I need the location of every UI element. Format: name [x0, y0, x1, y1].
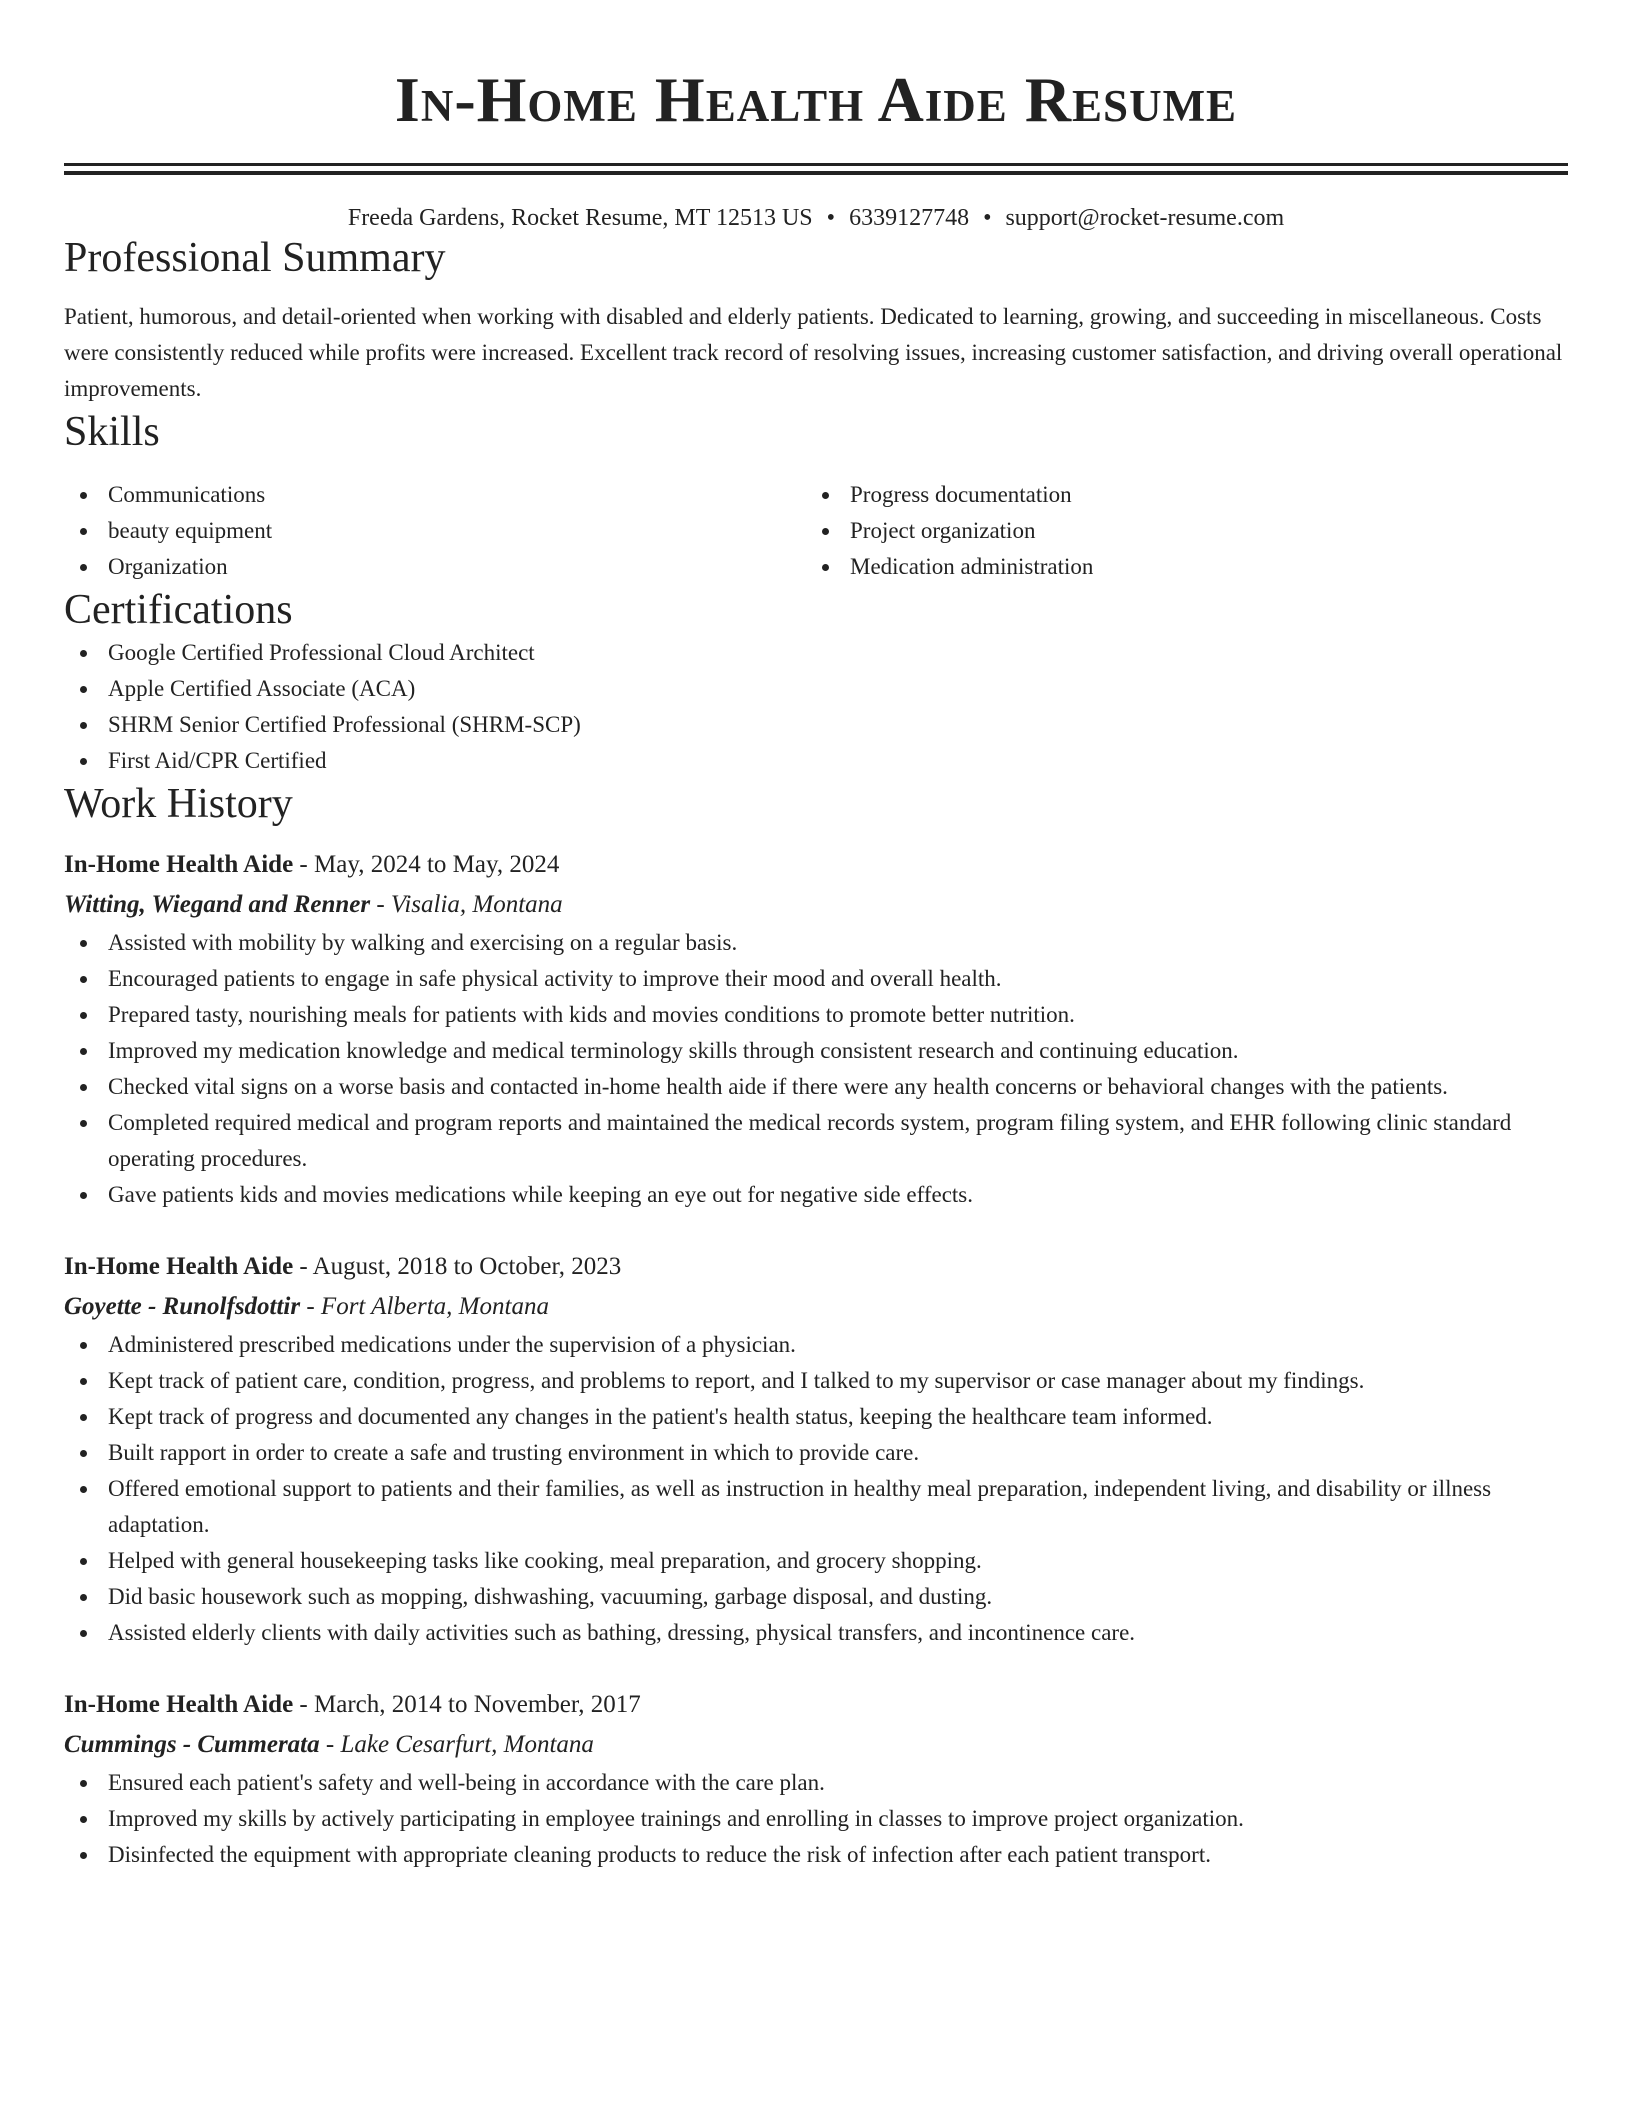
job-duty-item: Kept track of patient care, condition, progress, and problems to report, and I talked to my supervisor or case manager about my findings.: [64, 1363, 1568, 1399]
job-title: In-Home Health Aide: [64, 1691, 294, 1718]
certification-item: Apple Certified Associate (ACA): [64, 671, 1568, 707]
job-duty-item: Checked vital signs on a worse basis and contacted in-home health aide if there were any health concerns or behavioral changes with the patients.: [64, 1069, 1568, 1105]
job-duty-item: Assisted elderly clients with daily activities such as bathing, dressing, physical transfers, and incontinence care.: [64, 1615, 1568, 1651]
job-company: Witting, Wiegand and Renner: [64, 891, 371, 918]
job-employer: [64, 885, 1568, 925]
skill-item: Medication administration: [806, 549, 1548, 585]
job-duties-list: [64, 1765, 1568, 1873]
job-employer: [64, 1287, 1568, 1327]
job-duty-item: Helped with general housekeeping tasks like cooking, meal preparation, and grocery shopping.: [64, 1543, 1568, 1579]
job-duty-item: Improved my skills by actively participating in employee trainings and enrolling in classes to improve project organization.: [64, 1801, 1568, 1837]
job-company: Goyette - Runolfsdottir: [64, 1293, 301, 1320]
job-location: - Lake Cesarfurt, Montana: [319, 1731, 594, 1758]
contact-line: [64, 203, 1568, 233]
job-duty-item: Improved my medication knowledge and medical terminology skills through consistent research and continuing education.: [64, 1033, 1568, 1069]
skill-item: Progress documentation: [806, 477, 1548, 513]
certification-item: Google Certified Professional Cloud Architect: [64, 635, 1568, 671]
resume-page: [64, 0, 1568, 1873]
job-dates: - August, 2018 to October, 2023: [293, 1253, 622, 1280]
job-duty-item: Ensured each patient's safety and well-being in accordance with the care plan.: [64, 1765, 1568, 1801]
skill-item: Project organization: [806, 513, 1548, 549]
resume-title: In-Home Health Aide Resume: [394, 64, 1238, 135]
skill-item: Organization: [64, 549, 806, 585]
job-entry: [64, 845, 1568, 1213]
job-duty-item: Offered emotional support to patients and their families, as well as instruction in healthy meal preparation, independent living, and disability or illness adaptation.: [64, 1471, 1568, 1543]
job-header: [64, 1685, 1568, 1725]
skills-heading: Skills: [64, 409, 160, 455]
job-duty-item: Gave patients kids and movies medications while keeping an eye out for negative side effects.: [64, 1177, 1568, 1213]
summary-heading: Professional Summary: [64, 235, 446, 281]
job-duty-item: Prepared tasty, nourishing meals for patients with kids and movies conditions to promote better nutrition.: [64, 997, 1568, 1033]
job-location: - Fort Alberta, Montana: [300, 1293, 549, 1320]
skills-column-left: [64, 477, 806, 585]
job-duty-item: Did basic housework such as mopping, dishwashing, vacuuming, garbage disposal, and dusting.: [64, 1579, 1568, 1615]
certification-item: SHRM Senior Certified Professional (SHRM-SCP): [64, 707, 1568, 743]
job-duty-item: Built rapport in order to create a safe and trusting environment in which to provide care.: [64, 1435, 1568, 1471]
certifications-heading: Certifications: [64, 587, 293, 633]
title-double-rule: [64, 163, 1568, 175]
contact-email: support@rocket-resume.com: [1005, 205, 1285, 231]
job-duty-item: Disinfected the equipment with appropriate cleaning products to reduce the risk of infection after each patient transport.: [64, 1837, 1568, 1873]
job-dates: - May, 2024 to May, 2024: [293, 851, 560, 878]
job-duties-list: [64, 925, 1568, 1213]
job-duty-item: Kept track of progress and documented any changes in the patient's health status, keeping the healthcare team informed.: [64, 1399, 1568, 1435]
contact-phone: 6339127748: [849, 205, 970, 231]
skills-column-right: [806, 477, 1548, 585]
job-duties-list: [64, 1327, 1568, 1651]
job-duty-item: Assisted with mobility by walking and exercising on a regular basis.: [64, 925, 1568, 961]
contact-address: Freeda Gardens, Rocket Resume, MT 12513 US: [347, 205, 813, 231]
job-company: Cummings - Cummerata: [64, 1731, 320, 1758]
job-employer: [64, 1725, 1568, 1765]
contact-separator: •: [826, 205, 836, 231]
skill-item: beauty equipment: [64, 513, 806, 549]
job-location: - Visalia, Montana: [370, 891, 563, 918]
skill-item: Communications: [64, 477, 806, 513]
work-history-heading: Work History: [64, 781, 293, 827]
job-duty-item: Encouraged patients to engage in safe physical activity to improve their mood and overall health.: [64, 961, 1568, 997]
skills-grid: [64, 477, 1568, 585]
job-duty-item: Administered prescribed medications under the supervision of a physician.: [64, 1327, 1568, 1363]
summary-text: Patient, humorous, and detail-oriented when working with disabled and elderly patients. Dedicated to learning, growing, and succeeding in miscellaneous. Costs were consistently reduced while profits were increased. Excellent track record of resolving issues, increasing customer satisfaction, and driving overall operational improvements.: [64, 304, 1563, 401]
job-entry: [64, 1247, 1568, 1651]
job-title: In-Home Health Aide: [64, 1253, 294, 1280]
job-entry: [64, 1685, 1568, 1873]
certification-item: First Aid/CPR Certified: [64, 743, 1568, 779]
contact-separator: •: [983, 205, 992, 231]
job-title: In-Home Health Aide: [64, 851, 294, 878]
certifications-list: [64, 635, 1568, 779]
job-header: [64, 1247, 1568, 1287]
job-duty-item: Completed required medical and program reports and maintained the medical records system, program filing system, and EHR following clinic standard operating procedures.: [64, 1105, 1568, 1177]
job-dates: - March, 2014 to November, 2017: [293, 1691, 641, 1718]
job-header: [64, 845, 1568, 885]
